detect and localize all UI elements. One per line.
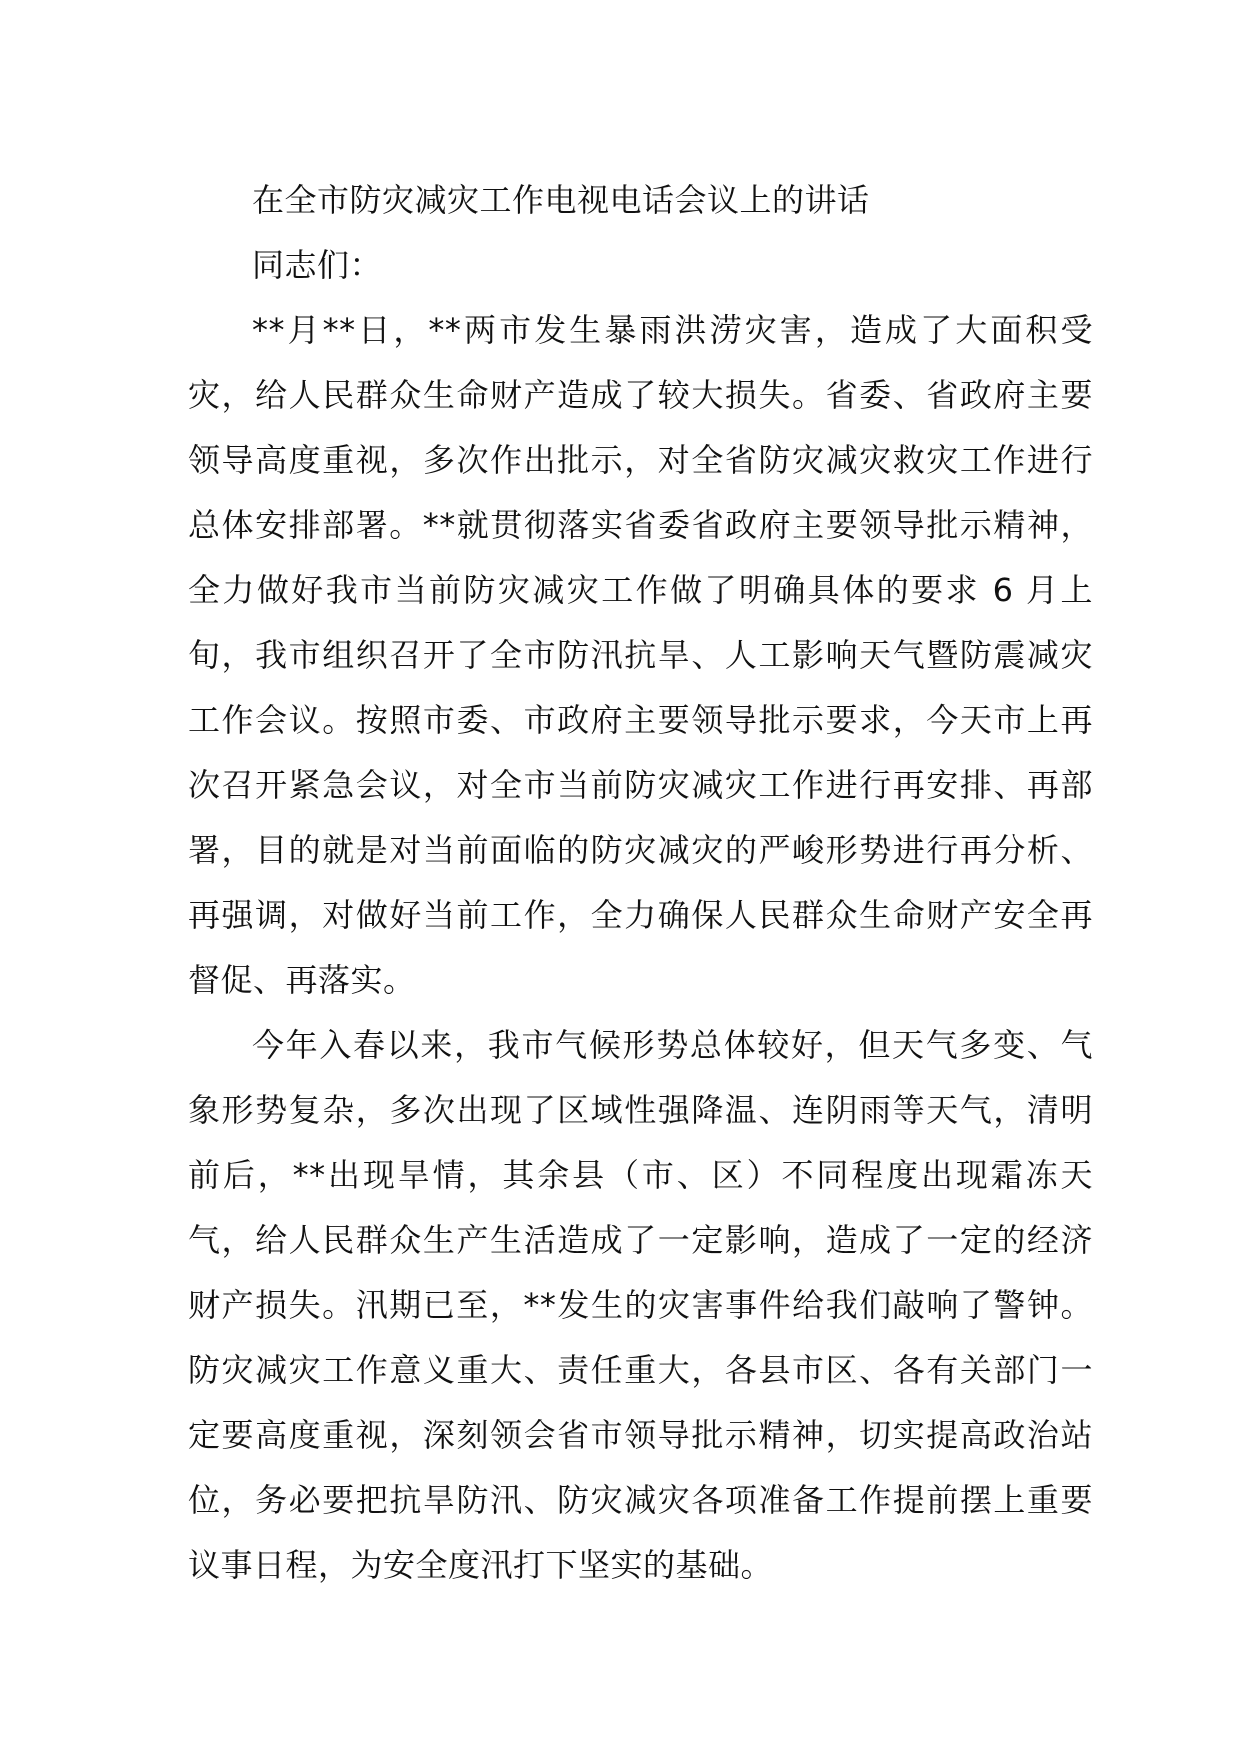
document-title: 在全市防灾减灾工作电视电话会议上的讲话	[252, 181, 870, 219]
document-body	[188, 168, 1093, 1598]
paragraph-2: 今年入春以来，我市气候形势总体较好，但天气多变、气象形势复杂，多次出现了区域性强降温、连阴雨等天气，清明前后，**出现旱情，其余县（市、区）不同程度出现霜冻天气，给人民群众生产生活造成了一定影响，造成了一定的经济财产损失。汛期已至，**发生的灾害事件给我们敲响了警钟。防灾减灾工作意义重大、责任重大，各县市区、各有关部门一定要高度重视，深刻领会省市领导批示精神，切实提高政治站位，务必要把抗旱防汛、防灾减灾各项准备工作提前摆上重要议事日程，为安全度汛打下坚实的基础。	[188, 1026, 1093, 1584]
salutation: 同志们：	[252, 246, 383, 284]
paragraph-1: **月**日，**两市发生暴雨洪涝灾害，造成了大面积受灾，给人民群众生命财产造成了较大损失。省委、省政府主要领导高度重视，多次作出批示，对全省防灾减灾救灾工作进行总体安排部署。**就贯彻落实省委省政府主要领导批示精神，全力做好我市当前防灾减灾工作做了明确具体的要求 6 月上旬，我市组织召开了全市防汛抗旱、人工影响天气暨防震减灾工作会议。按照市委、市政府主要领导批示要求，今天市上再次召开紧急会议，对全市当前防灾减灾工作进行再安排、再部署，目的就是对当前面临的防灾减灾的严峻形势进行再分析、再强调，对做好当前工作，全力确保人民群众生命财产安全再督促、再落实。	[188, 311, 1093, 999]
